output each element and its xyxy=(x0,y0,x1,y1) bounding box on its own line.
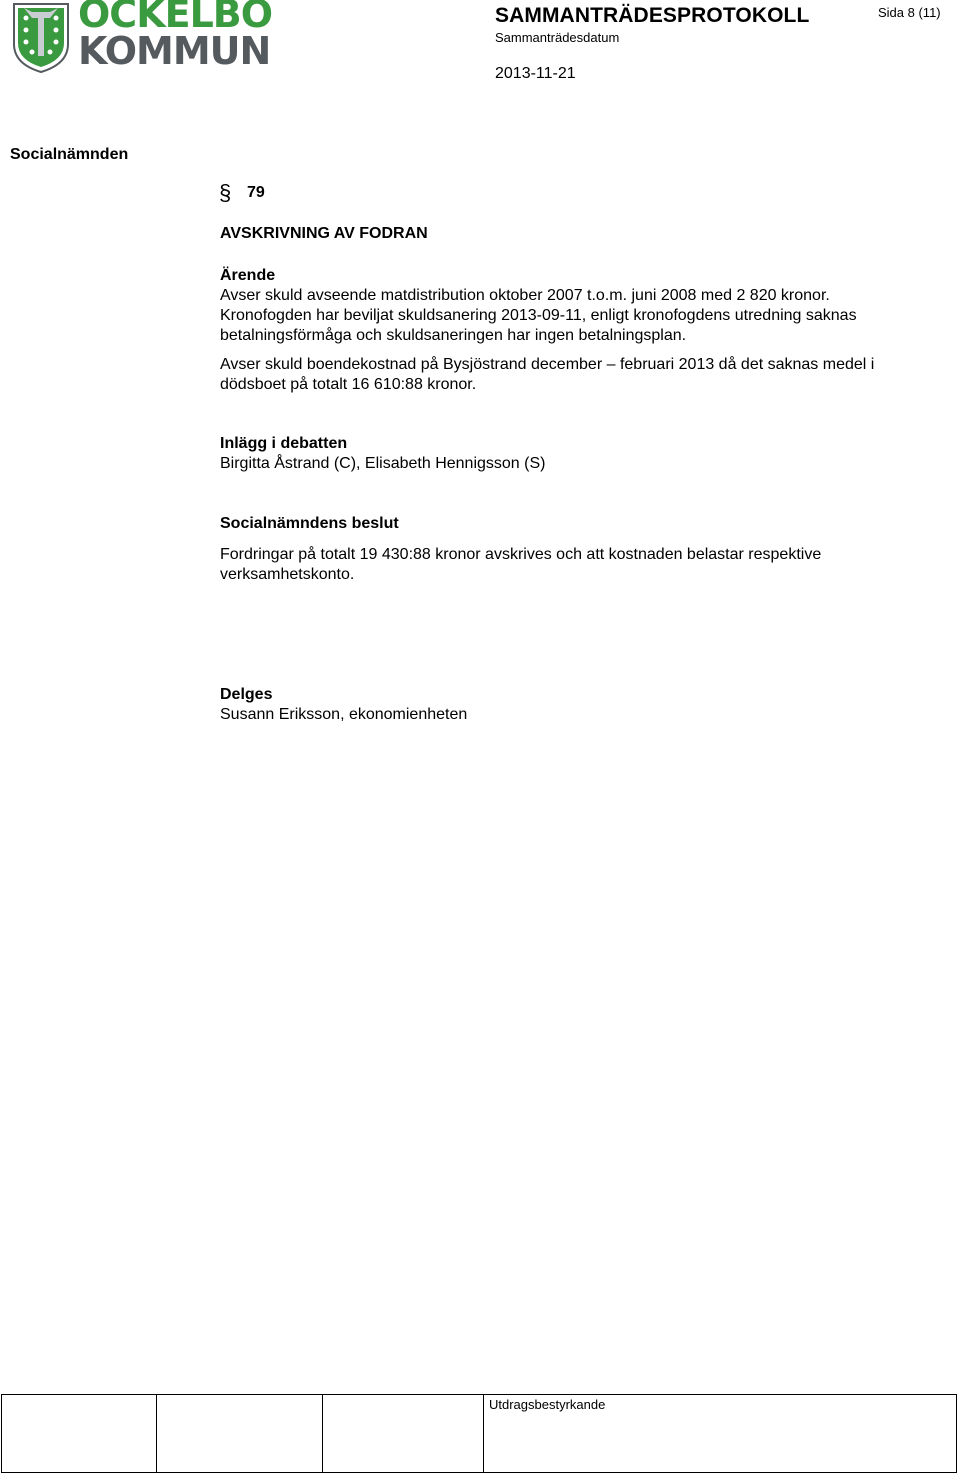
decision-label: Socialnämndens beslut xyxy=(220,515,399,532)
paragraph-number: 79 xyxy=(247,184,265,201)
arende-line: dödsboet på totalt 16 610:88 kronor. xyxy=(220,376,477,393)
distribution-section xyxy=(220,685,920,725)
arende-section-2 xyxy=(220,355,920,395)
certification-label: Utdragsbestyrkande xyxy=(489,1397,606,1412)
distribution-recipient: Susann Eriksson, ekonomienheten xyxy=(220,706,468,723)
signature-cell xyxy=(323,1395,484,1473)
meeting-date-value: 2013-11-21 xyxy=(495,65,576,82)
logo-text-ockelbo: OCKELBO xyxy=(78,0,273,36)
paragraph-sign: § xyxy=(219,180,232,205)
signature-table xyxy=(1,1394,957,1473)
meeting-date-label: Sammanträdesdatum xyxy=(495,30,620,45)
logo-text-kommun: KOMMUN xyxy=(78,29,271,73)
signature-cell xyxy=(2,1395,157,1473)
committee-name: Socialnämnden xyxy=(10,146,129,163)
debate-participants: Birgitta Åstrand (C), Elisabeth Hennigsson (S) xyxy=(220,455,546,472)
arende-line: Kronofogden har beviljat skuldsanering 2013-09-11, enligt kronofogdens utredning saknas xyxy=(220,307,857,324)
document-title: SAMMANTRÄDESPROTOKOLL xyxy=(495,4,810,27)
page-indicator: Sida 8 (11) xyxy=(878,5,941,20)
municipality-logo xyxy=(10,0,273,74)
debate-label: Inlägg i debatten xyxy=(220,435,348,452)
arende-line: Avser skuld boendekostnad på Bysjöstrand december – februari 2013 då det saknas medel i xyxy=(220,356,875,373)
arende-section xyxy=(220,266,920,346)
decision-section xyxy=(220,545,920,585)
arende-line: Avser skuld avseende matdistribution oktober 2007 t.o.m. juni 2008 med 2 820 kronor. xyxy=(220,287,830,304)
signature-cell xyxy=(157,1395,323,1473)
distribution-label: Delges xyxy=(220,686,273,703)
debate-section xyxy=(220,434,920,474)
certification-cell xyxy=(484,1395,957,1473)
decision-line: Fordringar på totalt 19 430:88 kronor avskrives och att kostnaden belastar respektive xyxy=(220,546,822,563)
arende-line: betalningsförmåga och skuldsaneringen har ingen betalningsplan. xyxy=(220,327,687,344)
decision-label-block xyxy=(220,514,920,534)
arende-label: Ärende xyxy=(220,267,276,284)
section-heading: AVSKRIVNING AV FODRAN xyxy=(220,225,428,242)
decision-line: verksamhetskonto. xyxy=(220,566,355,583)
